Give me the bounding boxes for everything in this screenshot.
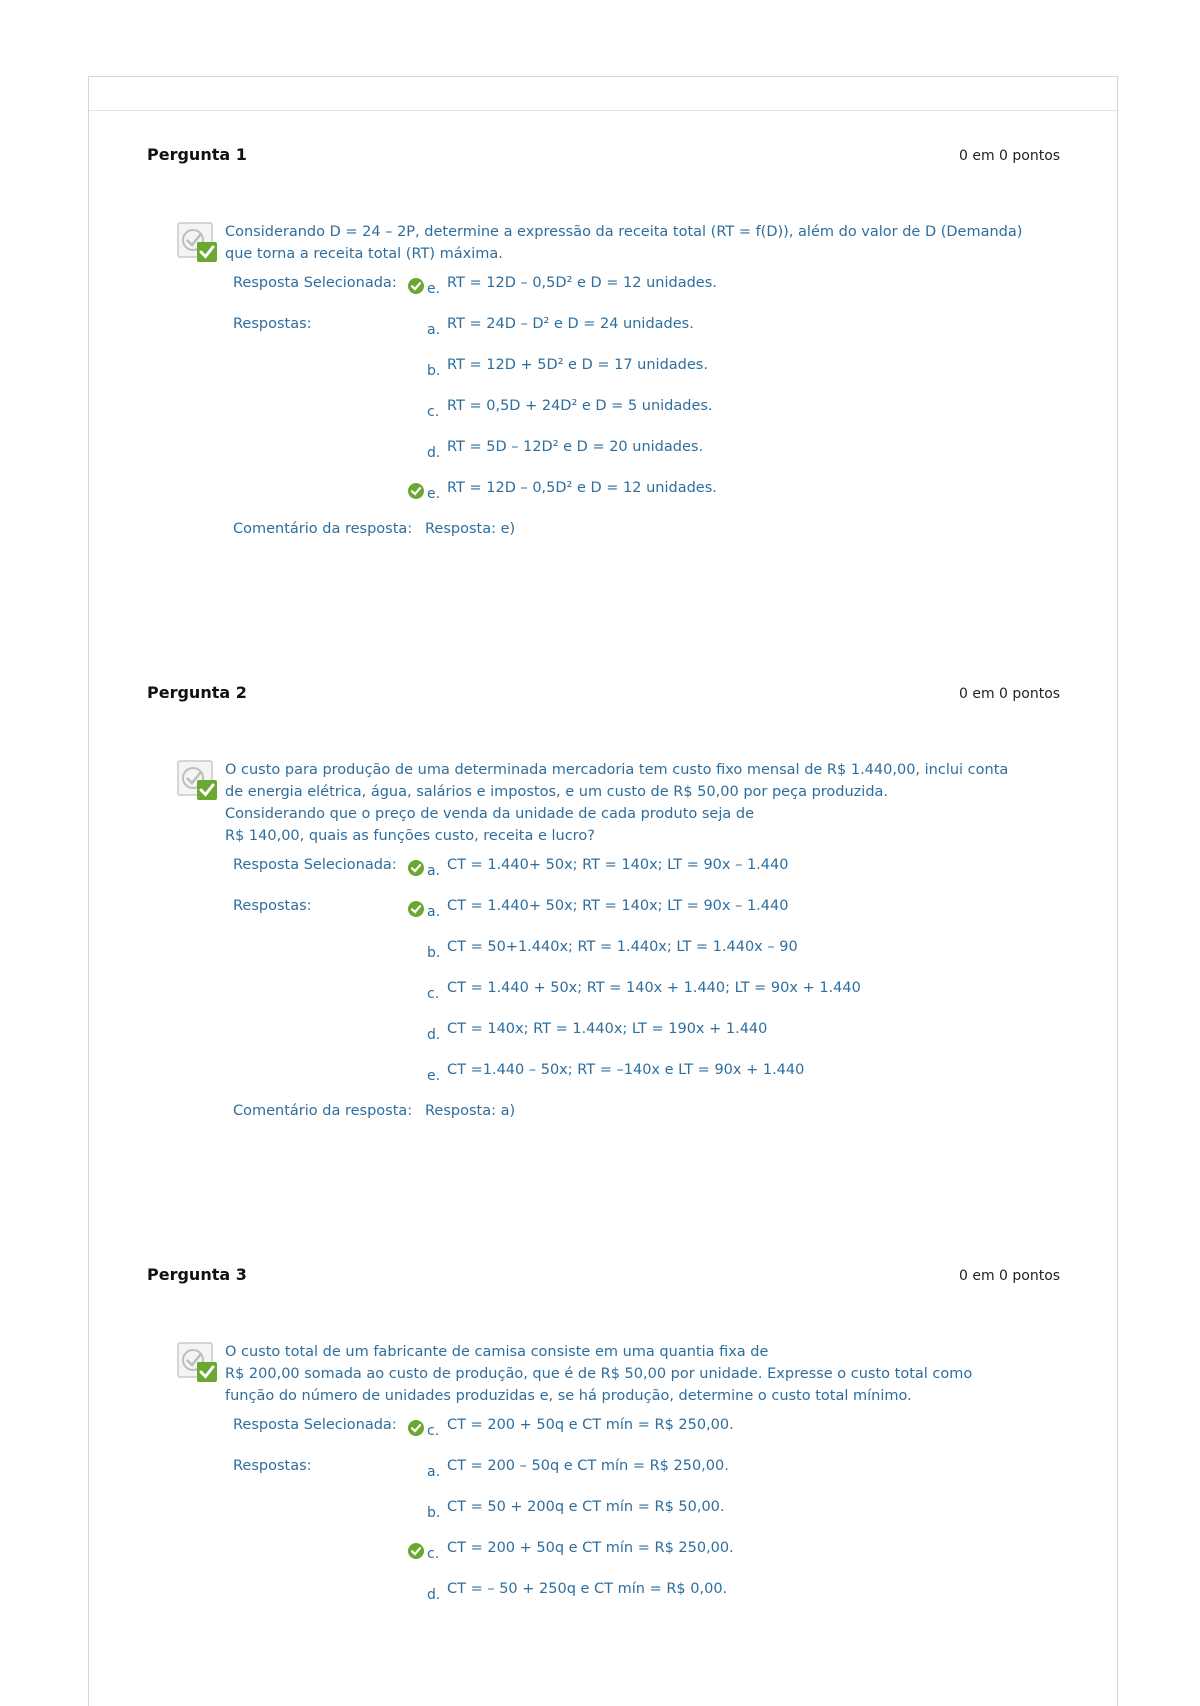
graded-correct-icon bbox=[176, 222, 220, 266]
question-points: 0 em 0 pontos bbox=[959, 686, 1061, 702]
option-letter: e. bbox=[427, 486, 441, 502]
correct-check-icon bbox=[407, 277, 425, 295]
comment-value: Resposta: a) bbox=[425, 1103, 516, 1119]
option-letter: a. bbox=[427, 863, 441, 879]
correct-check-icon bbox=[407, 1419, 425, 1437]
row-label: Respostas: bbox=[233, 1458, 312, 1474]
question-text bbox=[225, 1341, 1035, 1407]
option-text: CT = 1.440+ 50x; RT = 140x; LT = 90x – 1.440 bbox=[447, 857, 789, 873]
option-text: CT = 50+1.440x; RT = 1.440x; LT = 1.440x – 90 bbox=[447, 939, 798, 955]
answer-row bbox=[89, 1579, 1119, 1609]
option-letter: a. bbox=[427, 322, 441, 338]
answer-row bbox=[89, 314, 1119, 344]
answer-row bbox=[89, 1415, 1119, 1445]
option-text: CT = – 50 + 250q e CT mín = R$ 0,00. bbox=[447, 1581, 728, 1597]
option-letter: b. bbox=[427, 1505, 441, 1521]
question-text-line: R$ 140,00, quais as funções custo, receita e lucro? bbox=[225, 828, 595, 844]
answer-row bbox=[89, 1019, 1119, 1049]
row-label: Resposta Selecionada: bbox=[233, 1417, 397, 1433]
question-text-line: Considerando que o preço de venda da unidade de cada produto seja de bbox=[225, 806, 754, 822]
question-text bbox=[225, 759, 1035, 847]
row-label: Respostas: bbox=[233, 898, 312, 914]
answer-row bbox=[89, 1497, 1119, 1527]
answer-row bbox=[89, 437, 1119, 467]
correct-check-icon bbox=[407, 482, 425, 500]
option-text: RT = 12D – 0,5D² e D = 12 unidades. bbox=[447, 275, 717, 291]
option-text: CT = 200 + 50q e CT mín = R$ 250,00. bbox=[447, 1417, 734, 1433]
option-letter: c. bbox=[427, 986, 440, 1002]
option-text: RT = 0,5D + 24D² e D = 5 unidades. bbox=[447, 398, 713, 414]
answer-row bbox=[89, 1456, 1119, 1486]
question-text-line: R$ 200,00 somada ao custo de produção, que é de R$ 50,00 por unidade. Expresse o custo total como bbox=[225, 1366, 973, 1382]
answer-row bbox=[89, 1538, 1119, 1568]
answer-row bbox=[89, 978, 1119, 1008]
option-letter: c. bbox=[427, 404, 440, 420]
option-text: RT = 24D – D² e D = 24 unidades. bbox=[447, 316, 694, 332]
option-letter: b. bbox=[427, 363, 441, 379]
graded-correct-icon bbox=[176, 1342, 220, 1386]
answer-row bbox=[89, 1060, 1119, 1090]
option-text: RT = 5D – 12D² e D = 20 unidades. bbox=[447, 439, 704, 455]
option-letter: c. bbox=[427, 1546, 440, 1562]
option-letter: a. bbox=[427, 1464, 441, 1480]
row-label: Resposta Selecionada: bbox=[233, 275, 397, 291]
option-letter: e. bbox=[427, 1068, 441, 1084]
graded-correct-icon bbox=[176, 760, 220, 804]
question-title: Pergunta 2 bbox=[147, 683, 247, 702]
answer-row bbox=[89, 355, 1119, 385]
question-text bbox=[225, 221, 1035, 265]
question-title: Pergunta 3 bbox=[147, 1265, 247, 1284]
question-points: 0 em 0 pontos bbox=[959, 1268, 1061, 1284]
answer-row bbox=[89, 937, 1119, 967]
comment-label: Comentário da resposta: bbox=[233, 521, 413, 537]
comment-label: Comentário da resposta: bbox=[233, 1103, 413, 1119]
option-text: CT = 200 + 50q e CT mín = R$ 250,00. bbox=[447, 1540, 734, 1556]
option-text: CT = 140x; RT = 1.440x; LT = 190x + 1.440 bbox=[447, 1021, 768, 1037]
question-text-line: função do número de unidades produzidas e, se há produção, determine o custo total mínimo. bbox=[225, 1388, 912, 1404]
comment-value: Resposta: e) bbox=[425, 521, 516, 537]
question-text-line: O custo para produção de uma determinada mercadoria tem custo fixo mensal de R$ 1.440,00, inclui conta bbox=[225, 762, 1009, 778]
answer-comment-row bbox=[89, 519, 1119, 543]
option-letter: d. bbox=[427, 445, 441, 461]
answer-comment-row bbox=[89, 1101, 1119, 1125]
question-text-line: de energia elétrica, água, salários e impostos, e um custo de R$ 50,00 por peça produzida. bbox=[225, 784, 889, 800]
content-frame bbox=[88, 76, 1118, 1706]
question-text-line: Considerando D = 24 – 2P, determine a expressão da receita total (RT = f(D)), além do valor de D (Demanda) bbox=[225, 224, 1023, 240]
answer-row bbox=[89, 273, 1119, 303]
question-title: Pergunta 1 bbox=[147, 145, 247, 164]
answer-row bbox=[89, 478, 1119, 508]
correct-check-icon bbox=[407, 1542, 425, 1560]
option-text: RT = 12D – 0,5D² e D = 12 unidades. bbox=[447, 480, 717, 496]
option-letter: c. bbox=[427, 1423, 440, 1439]
answer-row bbox=[89, 855, 1119, 885]
option-letter: a. bbox=[427, 904, 441, 920]
option-text: CT =1.440 – 50x; RT = –140x e LT = 90x + 1.440 bbox=[447, 1062, 805, 1078]
question-text-line: que torna a receita total (RT) máxima. bbox=[225, 246, 503, 262]
answer-row bbox=[89, 396, 1119, 426]
option-text: RT = 12D + 5D² e D = 17 unidades. bbox=[447, 357, 708, 373]
option-text: CT = 1.440+ 50x; RT = 140x; LT = 90x – 1.440 bbox=[447, 898, 789, 914]
question-text-line: O custo total de um fabricante de camisa consiste em uma quantia fixa de bbox=[225, 1344, 769, 1360]
correct-check-icon bbox=[407, 859, 425, 877]
row-label: Resposta Selecionada: bbox=[233, 857, 397, 873]
question-points: 0 em 0 pontos bbox=[959, 148, 1061, 164]
option-letter: b. bbox=[427, 945, 441, 961]
option-text: CT = 1.440 + 50x; RT = 140x + 1.440; LT = 90x + 1.440 bbox=[447, 980, 861, 996]
option-letter: d. bbox=[427, 1587, 441, 1603]
row-label: Respostas: bbox=[233, 316, 312, 332]
option-text: CT = 50 + 200q e CT mín = R$ 50,00. bbox=[447, 1499, 725, 1515]
option-letter: e. bbox=[427, 281, 441, 297]
option-letter: d. bbox=[427, 1027, 441, 1043]
correct-check-icon bbox=[407, 900, 425, 918]
frame-header-bar bbox=[89, 77, 1117, 111]
answer-row bbox=[89, 896, 1119, 926]
option-text: CT = 200 – 50q e CT mín = R$ 250,00. bbox=[447, 1458, 729, 1474]
